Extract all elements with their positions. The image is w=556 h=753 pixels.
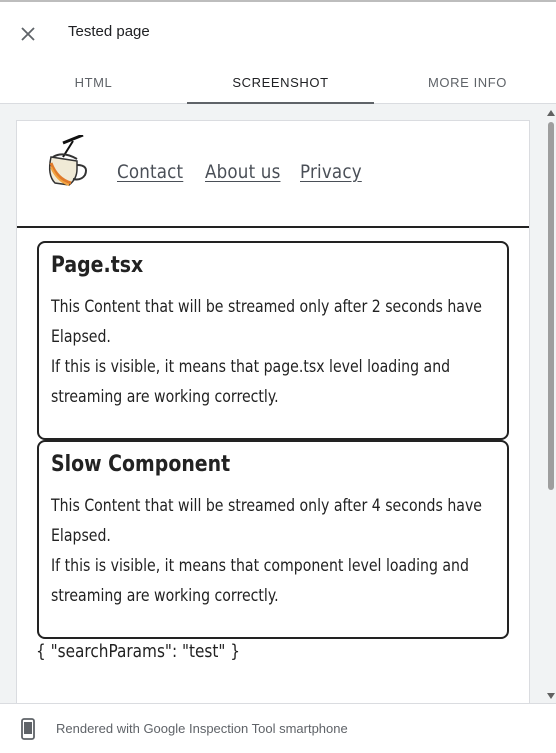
scroll-thumb[interactable] (548, 122, 554, 490)
dialog-header (0, 0, 556, 62)
tab-bar (0, 62, 556, 104)
site-header (17, 121, 529, 228)
footer-text: Rendered with Google Inspection Tool smartphone (56, 721, 348, 736)
search-params-output: { "searchParams": "test" } (36, 641, 241, 662)
slow-component-card (37, 440, 509, 639)
scrollbar[interactable] (546, 104, 556, 703)
screenshot-viewport[interactable] (0, 104, 556, 703)
card-title: Slow Component (51, 452, 231, 477)
card-text: If this is visible, it means that component level loading and streaming are working correctly. (51, 556, 469, 606)
tab-html[interactable]: HTML (74, 75, 113, 90)
footer (0, 703, 556, 753)
page-card (37, 241, 509, 440)
scroll-up-arrow-icon[interactable] (547, 110, 555, 116)
card-text: This Content that will be streamed only after 2 seconds have Elapsed. (51, 297, 482, 347)
dialog-title: Tested page (68, 23, 150, 40)
card-text: This Content that will be streamed only after 4 seconds have Elapsed. (51, 496, 482, 546)
scroll-down-arrow-icon[interactable] (547, 693, 555, 699)
rendered-page-screenshot (16, 120, 530, 703)
nav-contact-link[interactable]: Contact (117, 161, 184, 183)
nav-about-link[interactable]: About us (205, 161, 281, 183)
smartphone-icon (20, 718, 36, 740)
close-button[interactable] (15, 21, 41, 47)
tab-screenshot[interactable]: SCREENSHOT (187, 62, 374, 103)
tab-more-info[interactable]: MORE INFO (427, 75, 508, 90)
card-title: Page.tsx (51, 253, 144, 278)
card-text: If this is visible, it means that page.tsx level loading and streaming are working correctly. (51, 357, 451, 407)
logo-icon (43, 135, 91, 193)
nav-privacy-link[interactable]: Privacy (300, 161, 362, 183)
close-icon (20, 26, 36, 42)
